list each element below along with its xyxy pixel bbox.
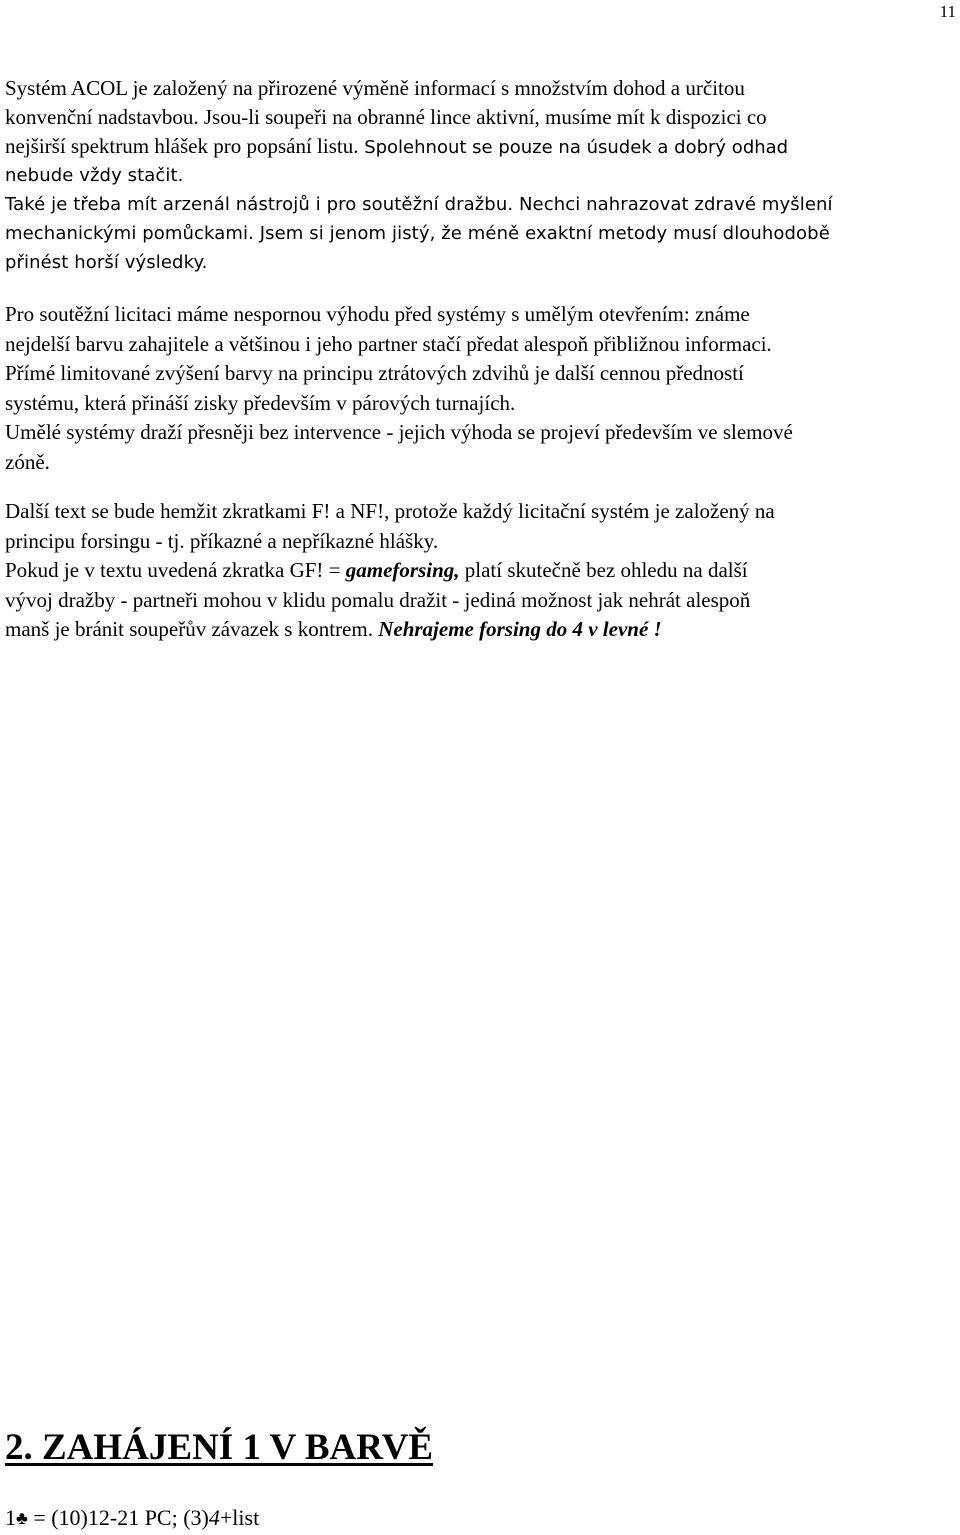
- intro-line-4: nebude vždy stačit.: [5, 165, 184, 186]
- gameforsing-term: gameforsing,: [345, 558, 460, 582]
- bid-suffix: +list: [219, 1505, 260, 1530]
- para3-line-4: vývoj dražby - partneři mohou v klidu pomalu dražit - jediná možnost jak nehrát alespoň: [5, 588, 751, 612]
- page-number: 11: [939, 2, 956, 21]
- club-suit-icon: ♣: [16, 1508, 28, 1528]
- para2-line-6: zóně.: [5, 450, 50, 474]
- intro-line-3-sans: Spolehnout se pouze na úsudek a dobrý odhad: [358, 137, 789, 158]
- intro-line-3: [5, 132, 788, 162]
- gf-suffix: platí skutečně bez ohledu na další: [459, 558, 748, 582]
- para2-line-4: systému, která přináší zisky především v párových turnajích.: [5, 391, 516, 415]
- intro-line-1: Systém ACOL je založený na přirozené výměně informací s množstvím dohod a určitou: [5, 76, 745, 100]
- para3-line-1: Další text se bude hemžit zkratkami F! a NF!, protože každý licitační systém je založený na: [5, 499, 775, 523]
- para2-line-3: Přímé limitované zvýšení barvy na principu ztrátových zdvihů je další cennou předností: [5, 361, 744, 385]
- intro-line-3-serif: nejširší spektrum hlášek pro popsání listu.: [5, 134, 359, 158]
- bid-level: 1: [5, 1505, 16, 1530]
- intro-line-2: konvenční nadstavbou. Jsou-li soupeři na obranné lince aktivní, musíme mít k dispozici co: [5, 105, 767, 129]
- section-heading: 2. ZAHÁJENÍ 1 V BARVĚ: [5, 1427, 434, 1468]
- kontra-text: manš je bránit soupeřův závazek s kontrem.: [5, 617, 379, 641]
- intro-line-6: mechanickými pomůckami. Jsem si jenom jistý, že méně exaktní metody musí dlouhodobě: [5, 223, 830, 244]
- no-forcing-note: Nehrajeme forsing do 4 v levné !: [378, 617, 662, 641]
- intro-line-5: Také je třeba mít arzenál nástrojů i pro soutěžní dražbu. Nechci nahrazovat zdravé myšlení: [5, 194, 833, 215]
- bid-length-italic: 4: [208, 1505, 220, 1530]
- para2-line-1: Pro soutěžní licitaci máme nespornou výhodu před systémy s umělým otevřením: známe: [5, 302, 750, 326]
- para2-line-2: nejdelší barvu zahajitele a většinou i jeho partner stačí předat alespoň přibližnou informaci.: [5, 332, 772, 356]
- intro-line-7: přinést horší výsledky.: [5, 252, 208, 273]
- gf-prefix: Pokud je v textu uvedená zkratka GF! =: [5, 558, 346, 582]
- para3-line-3: [5, 556, 748, 585]
- para3-line-5: [5, 615, 662, 644]
- para3-line-2: principu forsingu - tj. příkazné a nepříkazné hlášky.: [5, 529, 439, 553]
- opening-bid-line: [5, 1503, 259, 1533]
- bid-range: = (10)12-21 PC; (3): [27, 1505, 209, 1530]
- para2-line-5: Umělé systémy draží přesněji bez intervence - jejich výhoda se projeví především ve slemové: [5, 420, 793, 444]
